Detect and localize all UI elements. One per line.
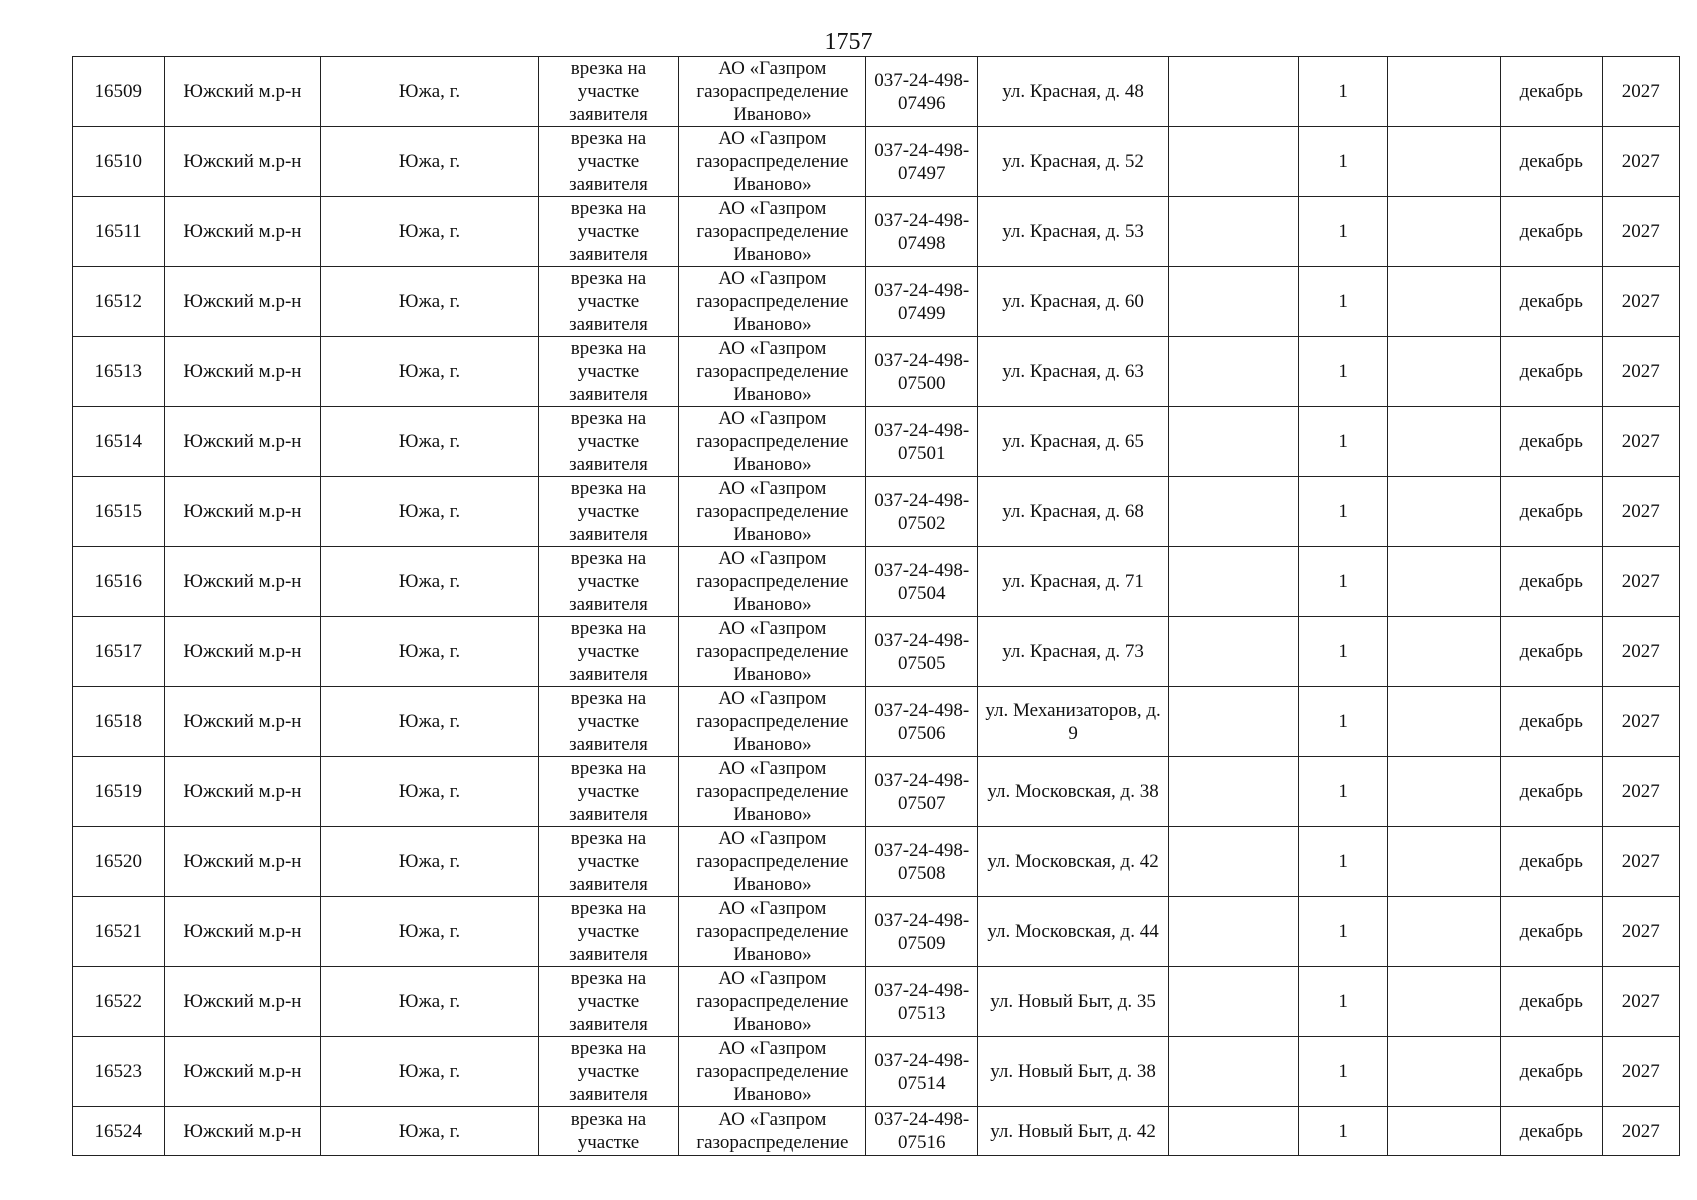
connection-method-cell: врезка на участке заявителя — [538, 617, 679, 687]
quantity-cell: 1 — [1298, 197, 1388, 267]
request-code-cell: 037-24-498-07516 — [866, 1107, 978, 1156]
district-cell: Южский м.р-н — [164, 897, 321, 967]
table-row — [73, 687, 1680, 757]
address-cell: ул. Красная, д. 73 — [978, 617, 1169, 687]
table-row — [73, 267, 1680, 337]
connection-method-cell: врезка на участке заявителя — [538, 197, 679, 267]
quantity-cell: 1 — [1298, 827, 1388, 897]
empty-cell — [1169, 127, 1299, 197]
address-cell: ул. Московская, д. 42 — [978, 827, 1169, 897]
month-cell: декабрь — [1500, 197, 1602, 267]
year-cell: 2027 — [1602, 477, 1680, 547]
district-cell: Южский м.р-н — [164, 127, 321, 197]
year-cell: 2027 — [1602, 967, 1680, 1037]
city-cell: Южа, г. — [321, 267, 538, 337]
request-code-cell: 037-24-498-07507 — [866, 757, 978, 827]
request-code-cell: 037-24-498-07513 — [866, 967, 978, 1037]
year-cell: 2027 — [1602, 407, 1680, 477]
quantity-cell: 1 — [1298, 267, 1388, 337]
month-cell: декабрь — [1500, 687, 1602, 757]
empty-cell — [1169, 197, 1299, 267]
year-cell: 2027 — [1602, 687, 1680, 757]
empty-cell — [1169, 827, 1299, 897]
organization-cell: АО «Газпром газораспределение Иваново» — [679, 197, 866, 267]
empty-cell — [1169, 477, 1299, 547]
table-row — [73, 197, 1680, 267]
address-cell: ул. Новый Быт, д. 38 — [978, 1037, 1169, 1107]
table-row — [73, 757, 1680, 827]
quantity-cell: 1 — [1298, 967, 1388, 1037]
connection-method-cell: врезка на участке заявителя — [538, 827, 679, 897]
empty-cell — [1388, 197, 1501, 267]
empty-cell — [1388, 547, 1501, 617]
empty-cell — [1388, 337, 1501, 407]
empty-cell — [1169, 337, 1299, 407]
empty-cell — [1169, 967, 1299, 1037]
request-code-cell: 037-24-498-07500 — [866, 337, 978, 407]
organization-cell: АО «Газпром газораспределение Иваново» — [679, 757, 866, 827]
month-cell: декабрь — [1500, 267, 1602, 337]
organization-cell: АО «Газпром газораспределение Иваново» — [679, 1037, 866, 1107]
address-cell: ул. Красная, д. 63 — [978, 337, 1169, 407]
page-number: 1757 — [824, 29, 873, 55]
year-cell: 2027 — [1602, 757, 1680, 827]
record-number-cell: 16515 — [73, 477, 165, 547]
empty-cell — [1388, 1107, 1501, 1156]
district-cell: Южский м.р-н — [164, 827, 321, 897]
city-cell: Южа, г. — [321, 337, 538, 407]
city-cell: Южа, г. — [321, 57, 538, 127]
request-code-cell: 037-24-498-07496 — [866, 57, 978, 127]
empty-cell — [1388, 1037, 1501, 1107]
address-cell: ул. Механизаторов, д. 9 — [978, 687, 1169, 757]
month-cell: декабрь — [1500, 1037, 1602, 1107]
request-code-cell: 037-24-498-07499 — [866, 267, 978, 337]
month-cell: декабрь — [1500, 337, 1602, 407]
request-code-cell: 037-24-498-07505 — [866, 617, 978, 687]
table-row — [73, 827, 1680, 897]
request-code-cell: 037-24-498-07497 — [866, 127, 978, 197]
district-cell: Южский м.р-н — [164, 1037, 321, 1107]
quantity-cell: 1 — [1298, 407, 1388, 477]
organization-cell: АО «Газпром газораспределение Иваново» — [679, 267, 866, 337]
year-cell: 2027 — [1602, 547, 1680, 617]
organization-cell: АО «Газпром газораспределение Иваново» — [679, 547, 866, 617]
month-cell: декабрь — [1500, 757, 1602, 827]
city-cell: Южа, г. — [321, 967, 538, 1037]
district-cell: Южский м.р-н — [164, 197, 321, 267]
record-number-cell: 16518 — [73, 687, 165, 757]
record-number-cell: 16510 — [73, 127, 165, 197]
connection-method-cell: врезка на участке заявителя — [538, 477, 679, 547]
city-cell: Южа, г. — [321, 1037, 538, 1107]
city-cell: Южа, г. — [321, 897, 538, 967]
month-cell: декабрь — [1500, 617, 1602, 687]
address-cell: ул. Московская, д. 38 — [978, 757, 1169, 827]
empty-cell — [1388, 57, 1501, 127]
record-number-cell: 16513 — [73, 337, 165, 407]
empty-cell — [1388, 267, 1501, 337]
address-cell: ул. Красная, д. 53 — [978, 197, 1169, 267]
month-cell: декабрь — [1500, 127, 1602, 197]
connection-method-cell: врезка на участке заявителя — [538, 1037, 679, 1107]
district-cell: Южский м.р-н — [164, 757, 321, 827]
request-code-cell: 037-24-498-07509 — [866, 897, 978, 967]
year-cell: 2027 — [1602, 617, 1680, 687]
connection-method-cell: врезка на участке заявителя — [538, 967, 679, 1037]
month-cell: декабрь — [1500, 407, 1602, 477]
empty-cell — [1169, 547, 1299, 617]
city-cell: Южа, г. — [321, 407, 538, 477]
organization-cell: АО «Газпром газораспределение Иваново» — [679, 477, 866, 547]
city-cell: Южа, г. — [321, 477, 538, 547]
record-number-cell: 16524 — [73, 1107, 165, 1156]
quantity-cell: 1 — [1298, 757, 1388, 827]
connection-method-cell: врезка на участке заявителя — [538, 57, 679, 127]
empty-cell — [1169, 267, 1299, 337]
record-number-cell: 16516 — [73, 547, 165, 617]
address-cell: ул. Красная, д. 52 — [978, 127, 1169, 197]
year-cell: 2027 — [1602, 267, 1680, 337]
year-cell: 2027 — [1602, 197, 1680, 267]
empty-cell — [1388, 407, 1501, 477]
district-cell: Южский м.р-н — [164, 687, 321, 757]
year-cell: 2027 — [1602, 337, 1680, 407]
empty-cell — [1169, 897, 1299, 967]
empty-cell — [1169, 57, 1299, 127]
address-cell: ул. Красная, д. 71 — [978, 547, 1169, 617]
table-row — [73, 57, 1680, 127]
record-number-cell: 16514 — [73, 407, 165, 477]
city-cell: Южа, г. — [321, 197, 538, 267]
empty-cell — [1169, 1107, 1299, 1156]
table-row — [73, 127, 1680, 197]
city-cell: Южа, г. — [321, 547, 538, 617]
year-cell: 2027 — [1602, 827, 1680, 897]
year-cell: 2027 — [1602, 1037, 1680, 1107]
address-cell: ул. Красная, д. 65 — [978, 407, 1169, 477]
organization-cell: АО «Газпром газораспределение Иваново» — [679, 337, 866, 407]
connection-method-cell: врезка на участке заявителя — [538, 337, 679, 407]
empty-cell — [1388, 757, 1501, 827]
request-code-cell: 037-24-498-07498 — [866, 197, 978, 267]
quantity-cell: 1 — [1298, 337, 1388, 407]
district-cell: Южский м.р-н — [164, 57, 321, 127]
record-number-cell: 16521 — [73, 897, 165, 967]
record-number-cell: 16519 — [73, 757, 165, 827]
quantity-cell: 1 — [1298, 57, 1388, 127]
organization-cell: АО «Газпром газораспределение Иваново» — [679, 827, 866, 897]
table-row — [73, 1107, 1680, 1156]
empty-cell — [1388, 617, 1501, 687]
table-row — [73, 967, 1680, 1037]
month-cell: декабрь — [1500, 897, 1602, 967]
record-number-cell: 16517 — [73, 617, 165, 687]
district-cell: Южский м.р-н — [164, 547, 321, 617]
city-cell: Южа, г. — [321, 617, 538, 687]
record-number-cell: 16523 — [73, 1037, 165, 1107]
address-cell: ул. Новый Быт, д. 42 — [978, 1107, 1169, 1156]
organization-cell: АО «Газпром газораспределение Иваново» — [679, 407, 866, 477]
table-row — [73, 897, 1680, 967]
city-cell: Южа, г. — [321, 757, 538, 827]
connection-method-cell: врезка на участке заявителя — [538, 127, 679, 197]
district-cell: Южский м.р-н — [164, 617, 321, 687]
empty-cell — [1388, 967, 1501, 1037]
city-cell: Южа, г. — [321, 687, 538, 757]
table-row — [73, 547, 1680, 617]
year-cell: 2027 — [1602, 57, 1680, 127]
month-cell: декабрь — [1500, 967, 1602, 1037]
empty-cell — [1388, 897, 1501, 967]
empty-cell — [1388, 477, 1501, 547]
connection-method-cell: врезка на участке заявителя — [538, 547, 679, 617]
empty-cell — [1388, 827, 1501, 897]
city-cell: Южа, г. — [321, 127, 538, 197]
organization-cell: АО «Газпром газораспределение Иваново» — [679, 57, 866, 127]
month-cell: декабрь — [1500, 477, 1602, 547]
quantity-cell: 1 — [1298, 617, 1388, 687]
organization-cell: АО «Газпром газораспределение Иваново» — [679, 617, 866, 687]
empty-cell — [1169, 687, 1299, 757]
quantity-cell: 1 — [1298, 1107, 1388, 1156]
district-cell: Южский м.р-н — [164, 967, 321, 1037]
empty-cell — [1169, 757, 1299, 827]
organization-cell: АО «Газпром газораспределение — [679, 1107, 866, 1156]
month-cell: декабрь — [1500, 547, 1602, 617]
empty-cell — [1169, 617, 1299, 687]
table-row — [73, 407, 1680, 477]
year-cell: 2027 — [1602, 897, 1680, 967]
table-row — [73, 617, 1680, 687]
address-cell: ул. Московская, д. 44 — [978, 897, 1169, 967]
connection-method-cell: врезка на участке — [538, 1107, 679, 1156]
empty-cell — [1169, 1037, 1299, 1107]
year-cell: 2027 — [1602, 1107, 1680, 1156]
request-code-cell: 037-24-498-07504 — [866, 547, 978, 617]
organization-cell: АО «Газпром газораспределение Иваново» — [679, 897, 866, 967]
quantity-cell: 1 — [1298, 547, 1388, 617]
connection-method-cell: врезка на участке заявителя — [538, 897, 679, 967]
year-cell: 2027 — [1602, 127, 1680, 197]
record-number-cell: 16511 — [73, 197, 165, 267]
quantity-cell: 1 — [1298, 127, 1388, 197]
request-code-cell: 037-24-498-07508 — [866, 827, 978, 897]
district-cell: Южский м.р-н — [164, 1107, 321, 1156]
district-cell: Южский м.р-н — [164, 267, 321, 337]
request-code-cell: 037-24-498-07506 — [866, 687, 978, 757]
connection-method-cell: врезка на участке заявителя — [538, 407, 679, 477]
request-code-cell: 037-24-498-07501 — [866, 407, 978, 477]
request-code-cell: 037-24-498-07502 — [866, 477, 978, 547]
table-row — [73, 477, 1680, 547]
organization-cell: АО «Газпром газораспределение Иваново» — [679, 687, 866, 757]
district-cell: Южский м.р-н — [164, 477, 321, 547]
organization-cell: АО «Газпром газораспределение Иваново» — [679, 127, 866, 197]
address-cell: ул. Красная, д. 68 — [978, 477, 1169, 547]
address-cell: ул. Красная, д. 48 — [978, 57, 1169, 127]
record-number-cell: 16520 — [73, 827, 165, 897]
address-cell: ул. Новый Быт, д. 35 — [978, 967, 1169, 1037]
gas-connection-table — [72, 56, 1680, 1156]
request-code-cell: 037-24-498-07514 — [866, 1037, 978, 1107]
city-cell: Южа, г. — [321, 1107, 538, 1156]
month-cell: декабрь — [1500, 827, 1602, 897]
quantity-cell: 1 — [1298, 1037, 1388, 1107]
quantity-cell: 1 — [1298, 897, 1388, 967]
quantity-cell: 1 — [1298, 477, 1388, 547]
table-row — [73, 337, 1680, 407]
organization-cell: АО «Газпром газораспределение Иваново» — [679, 967, 866, 1037]
record-number-cell: 16512 — [73, 267, 165, 337]
connection-method-cell: врезка на участке заявителя — [538, 267, 679, 337]
month-cell: декабрь — [1500, 1107, 1602, 1156]
quantity-cell: 1 — [1298, 687, 1388, 757]
empty-cell — [1388, 127, 1501, 197]
table-row — [73, 1037, 1680, 1107]
connection-method-cell: врезка на участке заявителя — [538, 757, 679, 827]
record-number-cell: 16509 — [73, 57, 165, 127]
city-cell: Южа, г. — [321, 827, 538, 897]
address-cell: ул. Красная, д. 60 — [978, 267, 1169, 337]
empty-cell — [1388, 687, 1501, 757]
month-cell: декабрь — [1500, 57, 1602, 127]
district-cell: Южский м.р-н — [164, 407, 321, 477]
record-number-cell: 16522 — [73, 967, 165, 1037]
connection-method-cell: врезка на участке заявителя — [538, 687, 679, 757]
empty-cell — [1169, 407, 1299, 477]
district-cell: Южский м.р-н — [164, 337, 321, 407]
